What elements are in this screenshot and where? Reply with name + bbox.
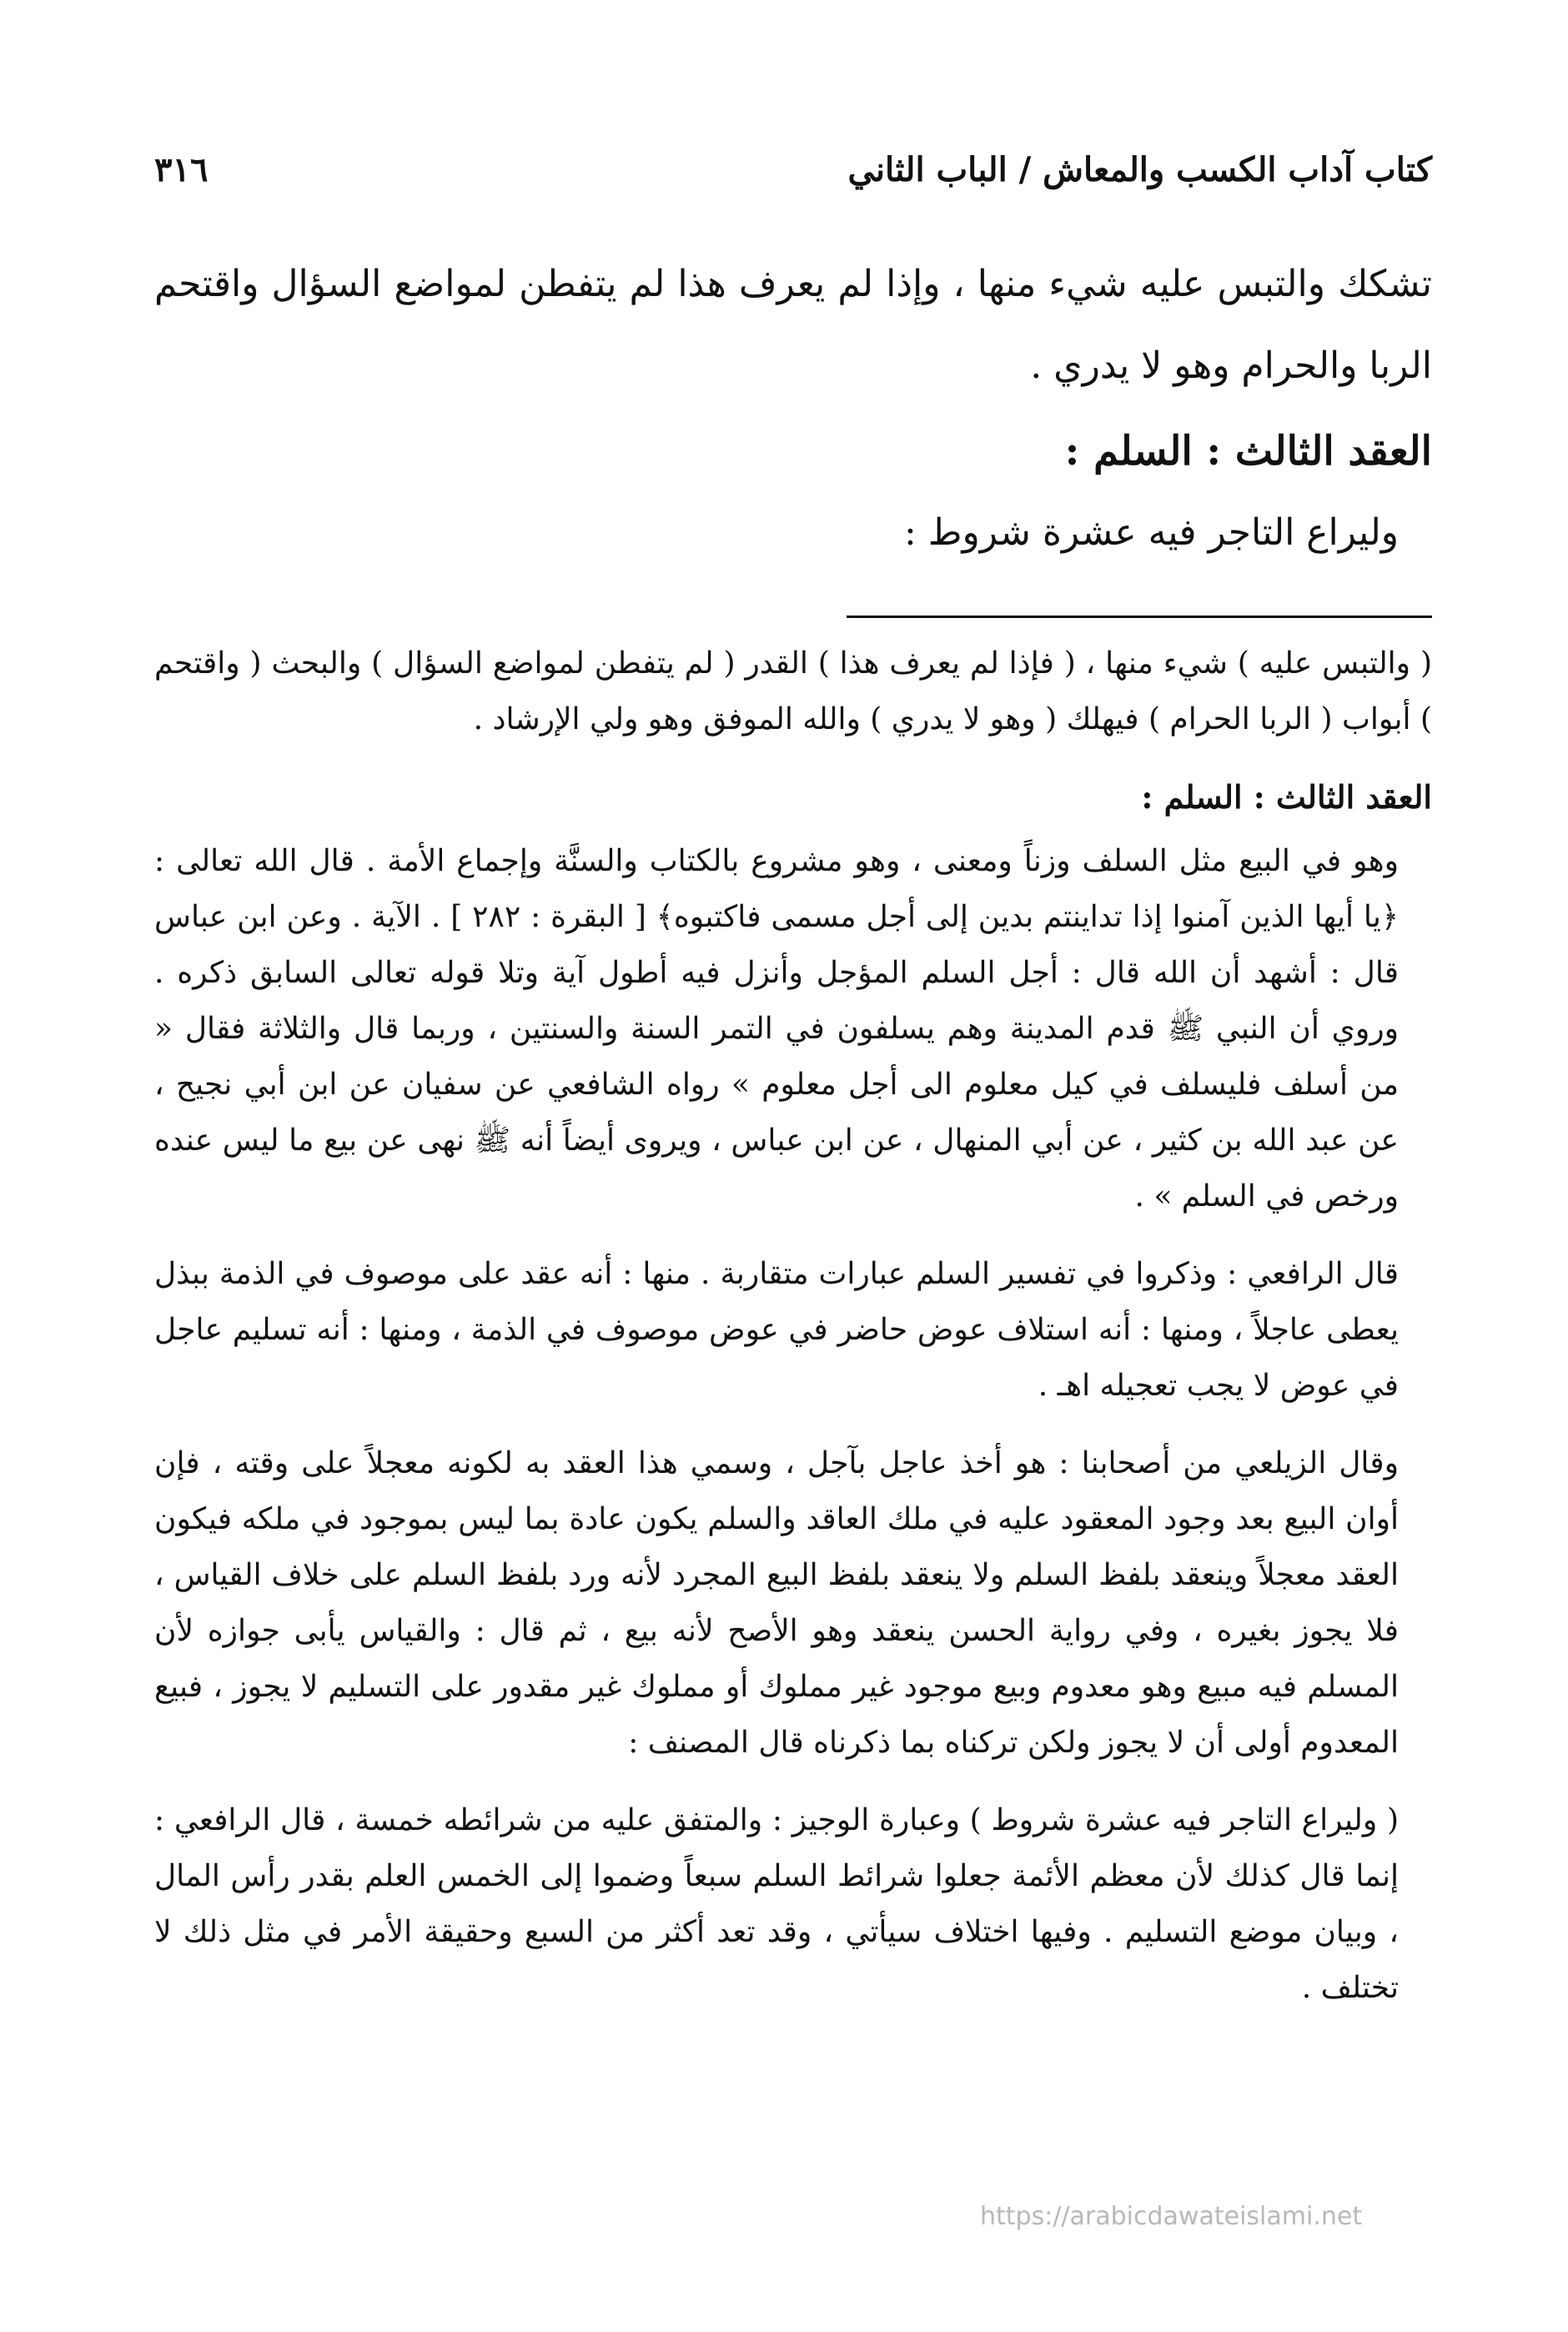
commentary-text <box>154 636 1432 2038</box>
section-heading: العقد الثالث : السلم : <box>1064 428 1432 475</box>
main-paragraph: تشكك والتبس عليه شيء منها ، وإذا لم يعرف هذا لم يتفطن لمواضع السؤال واقتحم الربا والحرام وهو لا يدري . <box>154 263 1432 387</box>
running-title: كتاب آداب الكسب والمعاش / الباب الثاني <box>847 149 1432 189</box>
main-paragraph: وليراع التاجر فيه عشرة شروط : <box>903 511 1399 554</box>
watermark-url: https://arabicdawateislami.net <box>980 2202 1363 2231</box>
commentary-paragraph: وهو في البيع مثل السلف وزناً ومعنى ، وهو مشروع بالكتاب والسنَّة وإجماع الأمة . قال الله تعالى : ﴿يا أيها الذين آمنوا إذا تداينتم بدين إلى أجل مسمى فاكتبوه﴾ [ البقرة : ٢٨٢ ] . الآية . وعن ابن عباس قال : أشهد أن الله قال : أجل السلم المؤجل وأنزل فيه أطول آية وتلا قوله تعالى السابق ذكره . وروي أن النبي ﷺ قدم المدينة وهم يسلفون في التمر السنة والسنتين ، وربما قال والثلاثة فقال « من أسلف فليسلف في كيل معلوم الى أجل معلوم » رواه الشافعي عن سفيان عن ابن أبي نجيح ، عن عبد الله بن كثير ، عن أبي المنهال ، عن ابن عباس ، ويروى أيضاً أنه ﷺ نهى عن بيع ما ليس عنده ورخص في السلم » . <box>154 844 1399 1214</box>
separator-rule <box>847 616 1432 618</box>
main-text <box>154 244 1432 574</box>
page-number: ٣١٦ <box>154 149 209 189</box>
commentary-subheading: العقد الثالث : السلم : <box>1141 778 1432 816</box>
commentary-paragraph: ( وليراع التاجر فيه عشرة شروط ) وعبارة الوجيز : والمتفق عليه من شرائطه خمسة ، قال الرافعي : إنما قال كذلك لأن معظم الأئمة جعلوا شرائط السلم سبعاً وضموا إلى الخمس العلم بقدر رأس المال ، وبيان موضع التسليم . وفيها اختلاف سيأتي ، وقد تعد أكثر من السبع وحقيقة الأمر في مثل ذلك لا تختلف . <box>154 1803 1399 2005</box>
commentary-paragraph: وقال الزيلعي من أصحابنا : هو أخذ عاجل بآجل ، وسمي هذا العقد به لكونه معجلاً على وقته ، فإن أوان البيع بعد وجود المعقود عليه في ملك العاقد والسلم يكون عادة بما ليس بموجود في ملكه فيكون العقد معجلاً وينعقد بلفظ السلم ولا ينعقد بلفظ البيع المجرد لأنه ورد بلفظ السلم على خلاف القياس ، فلا يجوز بغيره ، وفي رواية الحسن ينعقد وهو الأصح لأنه بيع ، ثم قال : والقياس يأبى جوازه لأن المسلم فيه مبيع وهو معدوم وبيع موجود غير مملوك أو مملوك غير مقدور على التسليم لا يجوز ، فبيع المعدوم أولى أن لا يجوز ولكن تركناه بما ذكرناه قال المصنف : <box>154 1446 1399 1760</box>
page-header <box>154 140 1432 199</box>
commentary-paragraph: قال الرافعي : وذكروا في تفسير السلم عبارات متقاربة . منها : أنه عقد على موصوف في الذمة ببذل يعطى عاجلاً ، ومنها : أنه استلاف عوض حاضر في عوض موصوف في الذمة ، ومنها : أنه تسليم عاجل في عوض لا يجب تعجيله اهـ . <box>154 1257 1399 1403</box>
commentary-paragraph: ( والتبس عليه ) شيء منها ، ( فإذا لم يعرف هذا ) القدر ( لم يتفطن لمواضع السؤال ) والبحث ( واقتحم ) أبواب ( الربا الحرام ) فيهلك ( وهو لا يدري ) والله الموفق وهو ولي الإرشاد . <box>154 646 1432 736</box>
